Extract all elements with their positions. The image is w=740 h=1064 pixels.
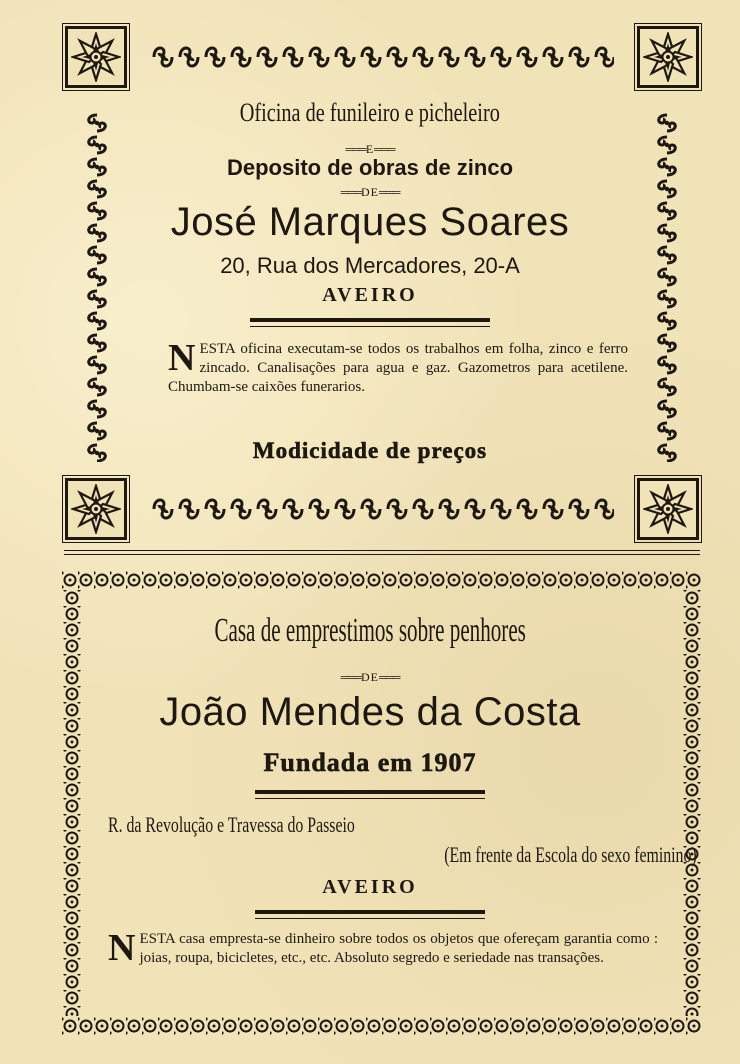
ad1-rule xyxy=(250,326,490,327)
ad1-name: José Marques Soares xyxy=(170,200,570,244)
ad1-paragraph xyxy=(168,337,628,397)
scroll-ornament-top xyxy=(150,40,614,74)
ad2-separator: ═══ DE ═══ xyxy=(341,670,400,684)
rosette-icon xyxy=(637,26,699,88)
ad2-heading: Casa de emprestimos sobre penhores xyxy=(214,612,526,649)
ad2-city: AVEIRO xyxy=(322,876,418,898)
ad2-rule xyxy=(255,790,485,794)
scroll-ornament-bottom xyxy=(150,492,614,526)
ad1-separator: ═══ DE ═══ xyxy=(341,185,400,199)
ad2-body: ESTA casa empresta-se dinheiro sobre todos os objetos que ofereçam garantia como : joias, roupa, bicicletes, etc., etc. Absoluto segredo e seriedade nas transações. xyxy=(139,931,658,966)
ad1-heading: Oficina de funileiro e picheleiro xyxy=(239,98,501,127)
ad1-body: ESTA oficina executam-se todos os trabalhos em folha, zinco e ferro zincado. Canalisações para agua e gaz. Gazometros para acetilene. Chumbam-se caixões funerarios. xyxy=(168,341,628,395)
rosette-icon xyxy=(65,26,127,88)
ad1-separator: ═══ E ═══ xyxy=(345,142,394,156)
ad2-dropcap: N xyxy=(108,927,136,969)
ad2-founded: Fundada em 1907 xyxy=(263,748,477,777)
ad1-subheading: Deposito de obras de zinco xyxy=(226,155,514,180)
page-divider xyxy=(64,554,700,555)
ad1-dropcap: N xyxy=(168,337,196,379)
chain-ornament-left xyxy=(62,590,82,1016)
ad1-tagline: Modicidade de preços xyxy=(252,438,488,463)
ad1-rule xyxy=(250,318,490,322)
ad2-rule xyxy=(255,918,485,919)
ad2-street: R. da Revolução e Travessa do Passeio xyxy=(108,812,355,837)
ad1-address: 20, Rua dos Mercadores, 20-A xyxy=(220,253,520,278)
chain-ornament-bottom xyxy=(62,1016,702,1036)
page-divider xyxy=(64,550,700,551)
ad2-rule xyxy=(255,798,485,799)
ad2-paragraph xyxy=(108,927,658,969)
ad2-landmark: (Em frente da Escola do sexo feminino) xyxy=(444,842,697,867)
rosette-icon xyxy=(637,478,699,540)
rosette-icon xyxy=(65,478,127,540)
chain-ornament-top xyxy=(62,570,702,590)
ad2-rule xyxy=(255,910,485,914)
chain-ornament-right xyxy=(682,590,702,1016)
ad1-city: AVEIRO xyxy=(322,284,418,306)
ad2-name: João Mendes da Costa xyxy=(159,690,581,734)
